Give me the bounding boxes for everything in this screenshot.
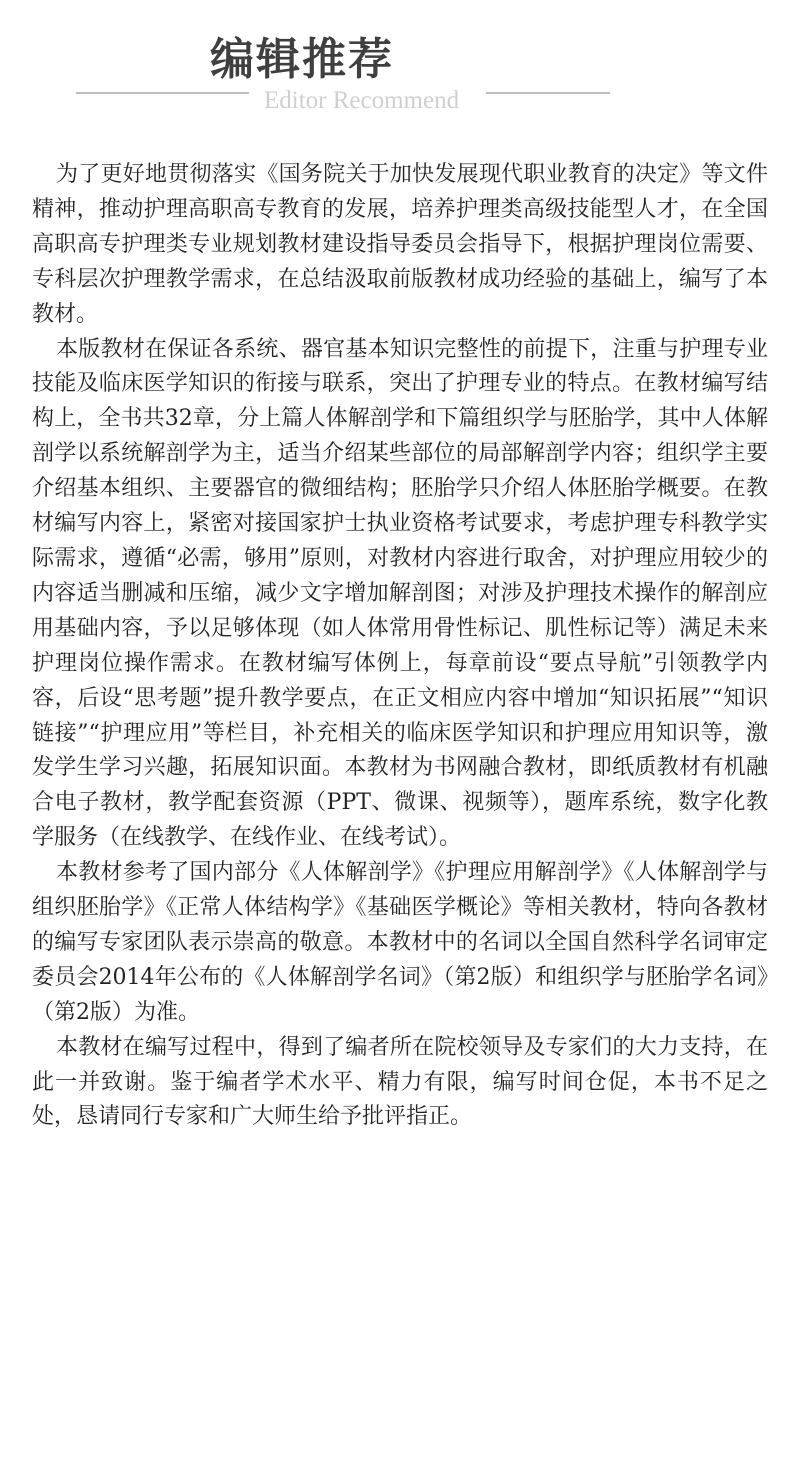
- paragraph-4: 本教材在编写过程中，得到了编者所在院校领导及专家们的大力支持，在此一并致谢。鉴于编者学术水平、精力有限，编写时间仓促，本书不足之处，恳请同行专家和广大师生给予批评指正。: [32, 1034, 768, 1130]
- section-header: [0, 0, 800, 130]
- section-title: 编辑推荐: [210, 34, 394, 85]
- header-divider-left: [76, 92, 249, 94]
- section-subtitle: Editor Recommend: [264, 87, 460, 114]
- paragraph-2: 本版教材在保证各系统、器官基本知识完整性的前提下，注重与护理专业技能及临床医学知识的衔接与联系，突出了护理专业的特点。在教材编写结构上，全书共32章，分上篇人体解剖学和下篇组织学与胚胎学，其中人体解剖学以系统解剖学为主，适当介绍某些部位的局部解剖学内容；组织学主要介绍基本组织、主要器官的微细结构；胚胎学只介绍人体胚胎学概要。在教材编写内容上，紧密对接国家护士执业资格考试要求，考虑护理专科教学实际需求，遵循“必需，够用”原则，对教材内容进行取舍，对护理应用较少的内容适当删减和压缩，减少文字增加解剖图；对涉及护理技术操作的解剖应用基础内容，予以足够体现（如人体常用骨性标记、肌性标记等）满足未来护理岗位操作需求。在教材编写体例上，每章前设“要点导航”引领教学内容，后设“思考题”提升教学要点，在正文相应内容中增加“知识拓展”“知识链接”“护理应用”等栏目，补充相关的临床医学知识和护理应用知识等，激发学生学习兴趣，拓展知识面。本教材为书网融合教材，即纸质教材有机融合电子教材，教学配套资源（PPT、微课、视频等），题库系统，数字化教学服务（在线教学、在线作业、在线考试）。: [32, 336, 768, 851]
- paragraph-3: 本教材参考了国内部分《人体解剖学》《护理应用解剖学》《人体解剖学与组织胚胎学》《正常人体结构学》《基础医学概论》等相关教材，特向各教材的编写专家团队表示崇高的敬意。本教材中的名词以全国自然科学名词审定委员会2014年公布的《人体解剖学名词》（第2版）和组织学与胚胎学名词》（第2版）为准。: [32, 860, 768, 1025]
- recommendation-body: [32, 158, 768, 1135]
- header-divider-right: [486, 92, 610, 94]
- paragraph-1: 为了更好地贯彻落实《国务院关于加快发展现代职业教育的决定》等文件精神，推动护理高职高专教育的发展，培养护理类高级技能型人才，在全国高职高专护理类专业规划教材建设指导委员会指导下，根据护理岗位需要、专科层次护理教学需求，在总结汲取前版教材成功经验的基础上，编写了本教材。: [32, 162, 768, 327]
